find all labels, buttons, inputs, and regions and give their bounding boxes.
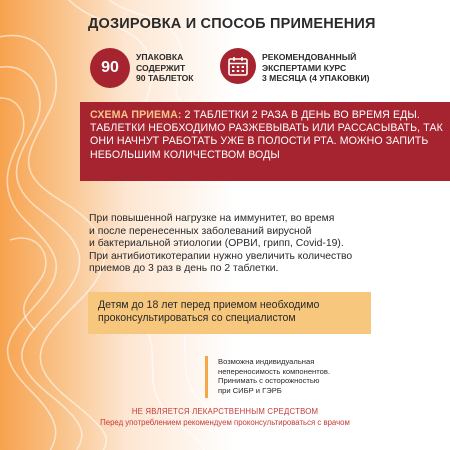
usage-description-line: При повышенной нагрузке на иммунитет, во время — [89, 213, 335, 224]
dosage-scheme-label: СХЕМА ПРИЕМА: — [90, 109, 182, 121]
side-note-line: Принимать с осторожностью — [218, 376, 320, 386]
tablet-count-badge: 90 — [90, 48, 130, 88]
page-title: ДОЗИРОВКА И СПОСОБ ПРИМЕНЕНИЯ — [88, 16, 376, 32]
course-info-line: РЕКОМЕНДОВАННЫЙ — [262, 52, 357, 62]
course-info-line: ЭКСПЕРТАМИ КУРС — [262, 62, 347, 73]
package-info-line: УПАКОВКА — [136, 52, 184, 62]
usage-description-line: При антибиотикотерапии нужно увеличить количество — [89, 250, 353, 262]
course-info — [262, 52, 370, 84]
package-info-line: 90 ТАБЛЕТОК — [136, 73, 194, 83]
usage-description-line: и бактериальной этиологии (ОРВИ, грипп, Covid-19). — [89, 238, 344, 250]
not-a-drug-disclaimer: НЕ ЯВЛЯЕТСЯ ЛЕКАРСТВЕННЫМ СРЕДСТВОМ — [131, 407, 319, 416]
course-info-line: 3 МЕСЯЦА (4 УПАКОВКИ) — [262, 73, 370, 83]
side-note — [218, 357, 330, 395]
calendar-icon — [220, 48, 256, 84]
side-note-line: непереносимость компонентов. — [218, 366, 330, 376]
usage-description-line: приемов до 3 раз в день по 2 таблетки. — [89, 263, 279, 275]
dosage-scheme-text: 2 ТАБЛЕТКИ 2 РАЗА В ДЕНЬ ВО ВРЕМЯ ЕДЫ. ТАБЛЕТКИ НЕОБХОДИМО РАЗЖЕВЫВАТЬ ИЛИ РАССАСЫВАТЬ, ТАК ОНИ НАЧНУТ РАБОТАТЬ УЖЕ В ПОЛОСТИ РТА. МОЖНО ЗАПИТЬ НЕБОЛЬШИМ КОЛИЧЕСТВОМ ВОДЫ — [90, 109, 443, 161]
consult-doctor-disclaimer: Перед употреблением рекомендуем проконсультироваться с врачом — [100, 418, 350, 427]
children-warning-box — [88, 292, 371, 334]
side-note-line: при СИБР и ГЭРБ — [218, 385, 282, 395]
side-note-accent-bar — [205, 356, 208, 398]
package-info-line: СОДЕРЖИТ — [136, 62, 186, 73]
dosage-scheme-box — [80, 102, 450, 181]
children-warning-line: Детям до 18 лет перед приемом необходимо — [98, 299, 320, 311]
package-info — [136, 52, 194, 84]
usage-description — [89, 213, 409, 276]
usage-description-line: и после перенесенных заболеваний вирусной — [89, 225, 312, 237]
children-warning-line: проконсультироваться со специалистом — [98, 312, 296, 325]
side-note-line: Возможна индивидуальная — [218, 357, 315, 366]
